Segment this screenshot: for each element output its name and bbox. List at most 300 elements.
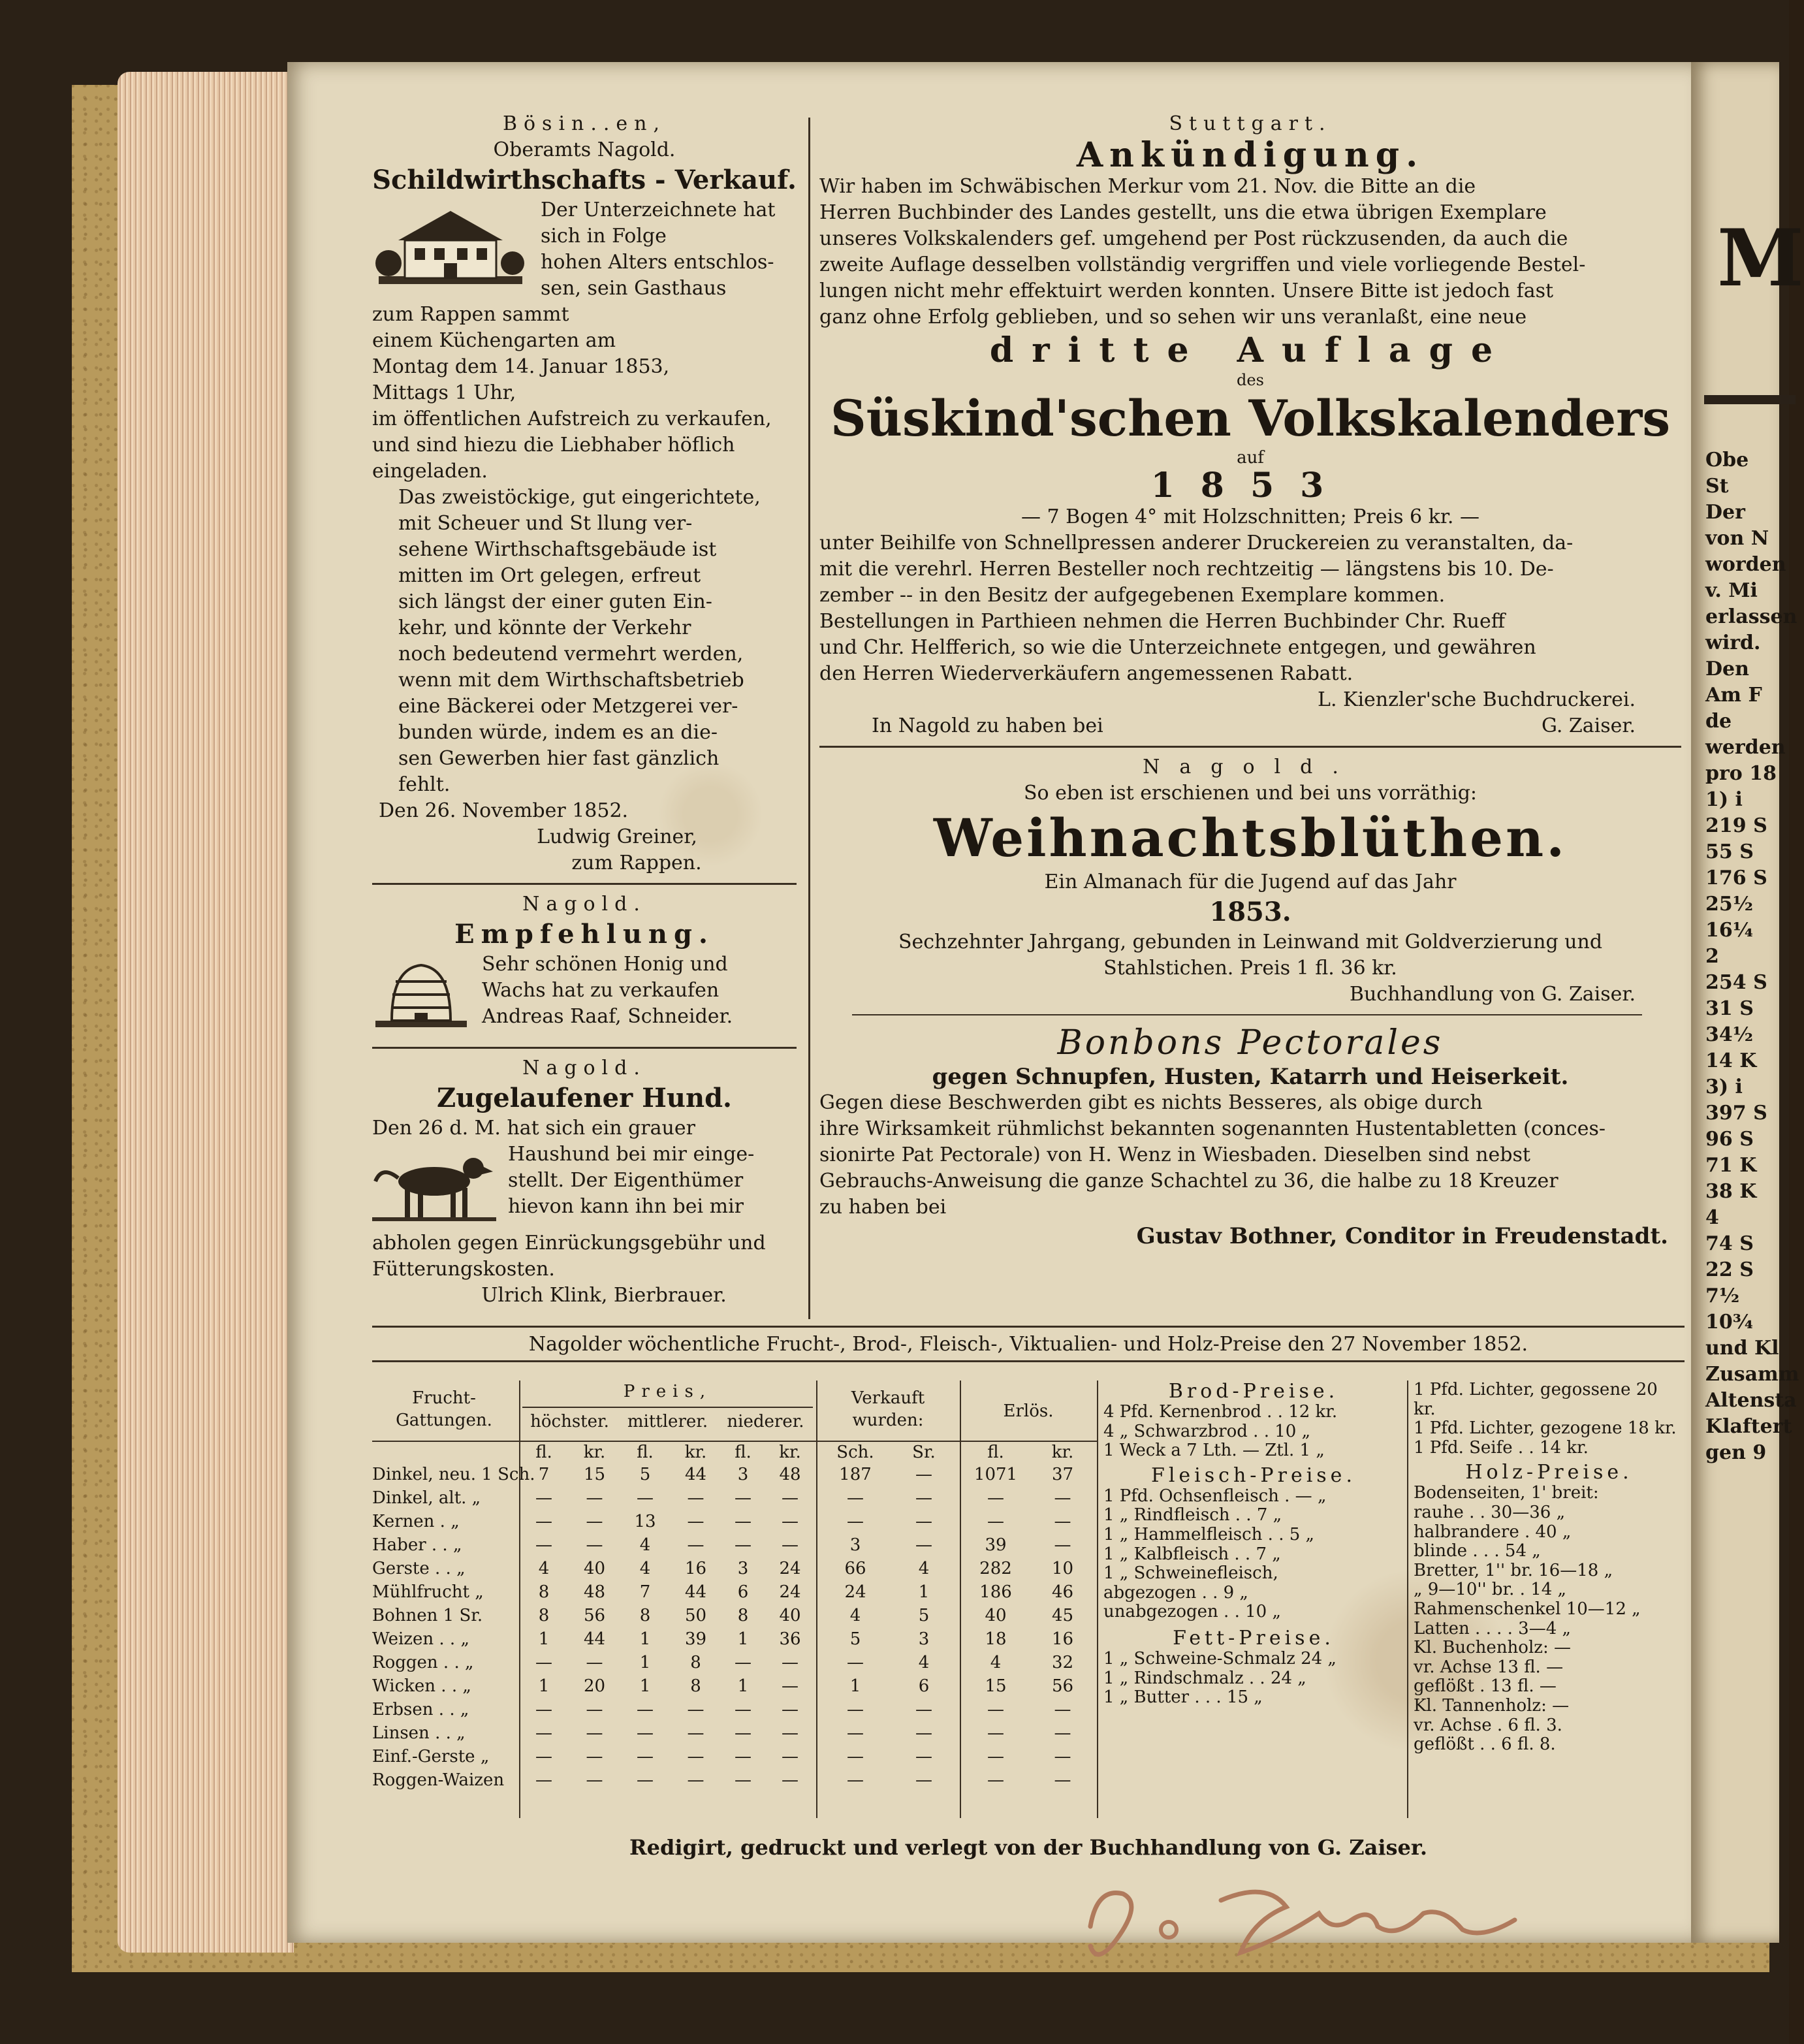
text-line: 31 S <box>1705 997 1754 1020</box>
text-line: Gebrauchs-Anweisung die ganze Schachtel zu 36, die halbe zu 18 Kreuzer <box>819 1170 1559 1192</box>
text-line: 2 <box>1705 945 1719 968</box>
hdr-niederer: niederer. <box>727 1412 804 1431</box>
table-cell: 3 <box>849 1535 861 1555</box>
table-cell: 36 <box>779 1629 801 1649</box>
text-line: 219 S <box>1705 814 1767 837</box>
price-table <box>372 1326 1685 1861</box>
text-line: rauhe . . 30—36 „ <box>1414 1502 1566 1522</box>
ad-signer: Ulrich Klink, Bierbrauer. <box>481 1284 727 1307</box>
text-line: Montag dem 14. Januar 1853, <box>372 355 670 378</box>
text-line: 1 Pfd. Seife . . 14 kr. <box>1414 1437 1589 1458</box>
hdr-erloes: Erlös. <box>1003 1401 1054 1421</box>
text-line: abholen gegen Einrückungsgebühr und <box>372 1232 766 1254</box>
ad-intro: So eben ist erschienen und bei uns vorräthig: <box>1023 782 1478 805</box>
available-text: In Nagold zu haben bei <box>872 714 1103 737</box>
text-line: Wachs hat zu verkaufen <box>482 979 720 1002</box>
brod-title: Brod-Preise. <box>1168 1380 1339 1403</box>
text-line: Der Unterzeichnete hat sich in Folge <box>541 199 776 248</box>
table-cell: 5 <box>918 1606 930 1625</box>
table-cell: 10 <box>1051 1559 1074 1578</box>
unit-label: kr. <box>684 1443 707 1462</box>
lichter-holz <box>1414 1381 1685 1755</box>
row-label: Einf.-Gerste „ <box>372 1747 490 1766</box>
table-cell: — <box>1054 1535 1071 1555</box>
ad-text <box>819 1090 1681 1221</box>
row-label: Roggen . . „ <box>372 1653 474 1672</box>
text-line: 25½ <box>1705 893 1754 916</box>
table-cell: — <box>735 1723 752 1743</box>
table-cell: 16 <box>684 1559 707 1578</box>
text-line: 71 K <box>1705 1154 1757 1177</box>
table-cell: 3 <box>918 1629 930 1649</box>
text-line: mit Scheuer und St llung ver- <box>398 512 693 535</box>
table-cell: — <box>535 1770 552 1790</box>
table-cell: 4 <box>639 1535 651 1555</box>
table-cell: — <box>637 1700 654 1719</box>
table-cell: 24 <box>779 1559 801 1578</box>
ad-text-rest <box>372 1230 797 1283</box>
table-cell: 40 <box>583 1559 606 1578</box>
book-desc-2: Stahlstichen. Preis 1 fl. 36 kr. <box>1103 957 1397 980</box>
text-line: 254 S <box>1705 971 1767 994</box>
ad-text-3 <box>819 609 1681 687</box>
text-line: 1 Pfd. Lichter, gezogene 18 kr. <box>1414 1418 1677 1439</box>
text-line: lungen nicht mehr effektuirt werden konnten. Unsere Bitte ist jedoch fast <box>819 279 1554 302</box>
text-line: vr. Achse . 6 fl. 3. <box>1414 1715 1562 1735</box>
table-row <box>372 1533 1097 1557</box>
table-cell: 8 <box>690 1676 701 1696</box>
table-cell: — <box>735 1770 752 1790</box>
table-cell: — <box>782 1770 799 1790</box>
table-cell: 44 <box>684 1582 707 1602</box>
text-line: den Herren Wiederverkäufern angemessenen Rabatt. <box>819 662 1353 685</box>
table-cell: 56 <box>583 1606 606 1625</box>
table-cell: 24 <box>779 1582 801 1602</box>
table-cell: 18 <box>985 1629 1007 1649</box>
ad-text <box>819 174 1681 330</box>
text-line: zum Rappen sammt <box>372 303 569 326</box>
book-specs: — 7 Bogen 4° mit Holzschnitten; Preis 6 kr. — <box>1021 505 1480 528</box>
ad-title: Bonbons Pectorales <box>1057 1023 1444 1062</box>
table-cell: 8 <box>538 1582 550 1602</box>
background-bottom <box>0 1972 1789 2044</box>
text-line: 96 S <box>1705 1128 1754 1151</box>
hdr-frucht: Frucht-Gattungen. <box>396 1388 492 1430</box>
hdr-verkauft: Verkauft wurden: <box>851 1388 925 1430</box>
text-line: Das zweistöckige, gut eingerichtete, <box>398 486 761 509</box>
text-line: im öffentlichen Aufstreich zu verkaufen, <box>372 407 772 430</box>
table-cell: 66 <box>844 1559 866 1578</box>
table-cell: — <box>586 1770 603 1790</box>
table-cell: 3 <box>737 1465 749 1484</box>
table-cell: 40 <box>985 1606 1007 1625</box>
table-cell: — <box>915 1535 932 1555</box>
text-line: blinde . . . 54 „ <box>1414 1541 1541 1561</box>
text-line: sen Gewerben hier fast gänzlich <box>398 747 720 770</box>
table-cell: 1 <box>639 1653 651 1672</box>
table-cell: 4 <box>990 1653 1002 1672</box>
fleisch-title: Fleisch-Preise. <box>1151 1463 1356 1487</box>
text-line: Am F <box>1705 684 1762 707</box>
table-cell: 6 <box>918 1676 930 1696</box>
row-label: Dinkel, neu. 1 Sch. <box>372 1465 535 1484</box>
text-line: stellt. Der Eigenthümer <box>508 1169 744 1192</box>
row-label: Dinkel, alt. „ <box>372 1488 481 1508</box>
background-left <box>0 0 72 2044</box>
table-cell: 1 <box>918 1582 930 1602</box>
table-cell: — <box>637 1747 654 1766</box>
text-line: 176 S <box>1705 867 1767 889</box>
table-row <box>372 1698 1097 1721</box>
text-line: Kl. Tannenholz: — <box>1414 1695 1570 1716</box>
unit-label: fl. <box>637 1443 654 1462</box>
separator <box>819 746 1681 748</box>
text-line: sionirte Pat Pectorale) von H. Wenz in Wiesbaden. Dieselben sind nebst <box>819 1143 1530 1166</box>
table-row <box>372 1627 1097 1651</box>
table-cell: — <box>586 1700 603 1719</box>
next-page-rule <box>1704 395 1796 404</box>
text-line: und Chr. Helfferich, so wie die Unterzeichnete entgegen, und gewähren <box>819 636 1536 659</box>
text-line: 74 S <box>1705 1232 1754 1255</box>
table-cell: — <box>586 1535 603 1555</box>
text-line: de <box>1705 710 1732 733</box>
text-line: Zusamm <box>1705 1363 1799 1386</box>
table-cell: — <box>535 1700 552 1719</box>
text-line: 1 Pfd. Lichter, gegossene 20 kr. <box>1414 1380 1658 1419</box>
next-page-initial: M <box>1717 212 1804 304</box>
row-label: Erbsen . . „ <box>372 1700 469 1719</box>
text-line: 55 S <box>1705 840 1754 863</box>
table-cell: — <box>915 1488 932 1508</box>
beehive-illustration <box>372 955 470 1036</box>
row-label: Linsen . . „ <box>372 1723 466 1743</box>
table-cell: — <box>687 1770 704 1790</box>
text-line: zember -- in den Besitz der aufgegebenen Exemplare kommen. <box>819 584 1446 607</box>
h-rule <box>522 1407 813 1408</box>
table-cell: 40 <box>779 1606 801 1625</box>
table-cell: — <box>782 1653 799 1672</box>
ad-place: Stuttgart. <box>1169 112 1332 135</box>
unit-label: kr. <box>1051 1443 1074 1462</box>
text-line: wird. <box>1705 631 1761 654</box>
column-divider <box>808 118 810 1319</box>
table-row <box>372 1674 1097 1698</box>
ad-seller: Buchhandlung von G. Zaiser. <box>1349 983 1636 1006</box>
text-line: worden <box>1705 553 1786 576</box>
table-row <box>372 1486 1097 1510</box>
text-line: 4 „ Schwarzbrod . . 10 „ <box>1103 1421 1311 1441</box>
table-row <box>372 1604 1097 1627</box>
text-line: Haushund bei mir einge- <box>508 1143 755 1166</box>
table-cell: — <box>847 1723 864 1743</box>
ad-place: Nagold. <box>522 893 646 916</box>
table-cell: 13 <box>634 1512 656 1531</box>
text-line: zu haben bei <box>819 1196 947 1219</box>
text-line: unabgezogen . . 10 „ <box>1103 1602 1281 1622</box>
table-cell: 39 <box>985 1535 1007 1555</box>
table-cell: 32 <box>1051 1653 1074 1672</box>
table-cell: — <box>535 1747 552 1766</box>
text-line: Rahmenschenkel 10—12 „ <box>1414 1599 1641 1619</box>
table-cell: — <box>987 1747 1004 1766</box>
text-line: sen, sein Gasthaus <box>541 277 727 300</box>
table-cell: 1 <box>639 1676 651 1696</box>
table-cell: — <box>586 1723 603 1743</box>
table-cell: — <box>987 1512 1004 1531</box>
table-cell: — <box>1054 1700 1071 1719</box>
text-line: 4 <box>1705 1206 1719 1229</box>
table-cell: — <box>535 1535 552 1555</box>
table-cell: 37 <box>1051 1465 1074 1484</box>
table-cell: — <box>687 1747 704 1766</box>
text-line: Mittags 1 Uhr, <box>372 381 516 404</box>
text-line: werden <box>1705 736 1786 759</box>
text-line: 1 „ Rindschmalz . . 24 „ <box>1103 1668 1306 1688</box>
unit-label: kr. <box>583 1443 606 1462</box>
table-row <box>372 1510 1097 1533</box>
next-page-fragment <box>1691 62 1804 1943</box>
text-line: und sind hiezu die Liebhaber höflich <box>372 434 735 456</box>
row-label: Haber . . „ <box>372 1535 462 1555</box>
text-line: Herren Buchbinder des Landes gestellt, uns die etwa übrigen Exemplare <box>819 201 1547 224</box>
ad-place: Bösin..en, <box>502 112 667 135</box>
text-line: ganz ohne Erfolg geblieben, und so sehen wir uns veranlaßt, eine neue <box>819 306 1527 328</box>
table-cell: — <box>987 1770 1004 1790</box>
table-cell: — <box>687 1512 704 1531</box>
text-line: hievon kann ihn bei mir <box>508 1195 744 1218</box>
separator <box>852 1014 1642 1015</box>
text-line: 1 „ Hammelfleisch . . 5 „ <box>1103 1524 1315 1544</box>
table-cell: — <box>782 1700 799 1719</box>
table-cell: — <box>915 1770 932 1790</box>
text-line: sich längst der einer guten Ein- <box>398 590 712 613</box>
text-line: 397 S <box>1705 1102 1767 1125</box>
table-title-rule <box>372 1360 1685 1362</box>
table-cell: — <box>1054 1770 1071 1790</box>
text-line: Der <box>1705 501 1745 524</box>
text-line: sehene Wirthschaftsgebäude ist <box>398 538 717 561</box>
table-rows <box>372 1463 1097 1792</box>
table-cell: — <box>586 1488 603 1508</box>
table-cell: — <box>987 1723 1004 1743</box>
text-line: mit die verehrl. Herren Besteller noch rechtzeitig — längstens bis 10. De- <box>819 558 1554 581</box>
ad-sub: gegen Schnupfen, Husten, Katarrh und Heiserkeit. <box>932 1064 1569 1090</box>
v-rule <box>1407 1381 1408 1818</box>
table-cell: — <box>915 1700 932 1719</box>
table-cell: 1 <box>849 1676 861 1696</box>
fett-title: Fett-Preise. <box>1173 1626 1335 1650</box>
book-title: Weihnachtsblüthen. <box>933 807 1568 869</box>
table-cell: 4 <box>538 1559 550 1578</box>
text-line: und Kl <box>1705 1337 1779 1360</box>
unit-label: fl. <box>735 1443 752 1462</box>
text-line: Andreas Raaf, Schneider. <box>482 1005 733 1028</box>
table-cell: 3 <box>737 1559 749 1578</box>
table-cell: 282 <box>979 1559 1012 1578</box>
table-cell: — <box>847 1653 864 1672</box>
text-line: noch bedeutend vermehrt werden, <box>398 643 744 665</box>
table-cell: — <box>735 1488 752 1508</box>
text-line: 3) i <box>1705 1076 1743 1098</box>
text-line: geflößt . 13 fl. — <box>1414 1676 1557 1697</box>
table-cell: 1 <box>639 1629 651 1649</box>
table-cell: 1 <box>538 1676 550 1696</box>
table-cell: — <box>1054 1723 1071 1743</box>
table-cell: 48 <box>779 1465 801 1484</box>
ad-hund <box>372 1055 797 1309</box>
text-line: „ 9—10'' br. . 14 „ <box>1414 1580 1567 1600</box>
row-label: Kernen . „ <box>372 1512 460 1531</box>
table-cell: — <box>847 1747 864 1766</box>
row-label: Bohnen 1 Sr. <box>372 1606 483 1625</box>
text-line: Kl. Buchenholz: — <box>1414 1638 1571 1658</box>
ad-bonbons <box>819 1022 1681 1252</box>
table-cell: — <box>535 1488 552 1508</box>
table-cell: — <box>782 1488 799 1508</box>
left-column <box>372 111 797 1319</box>
text-line: unseres Volkskalenders gef. umgehend per Post rückzusenden, da auch die <box>819 227 1568 250</box>
ad-boesingen <box>372 111 797 876</box>
table-cell: — <box>847 1700 864 1719</box>
table-cell: — <box>1054 1512 1071 1531</box>
table-cell: 15 <box>583 1465 606 1484</box>
separator <box>372 1047 797 1049</box>
text-line: 38 K <box>1705 1180 1757 1203</box>
table-cell: 5 <box>639 1465 651 1484</box>
text-line: eingeladen. <box>372 460 488 483</box>
hdr-preis: Preis, <box>623 1382 712 1401</box>
table-cell: 8 <box>639 1606 651 1625</box>
table-cell: — <box>987 1488 1004 1508</box>
table-cell: 6 <box>737 1582 749 1602</box>
text-line: 4 Pfd. Kernenbrod . . 12 kr. <box>1103 1402 1338 1422</box>
text-line: Wir haben im Schwäbischen Merkur vom 21. Nov. die Bitte an die <box>819 175 1476 198</box>
fett-list <box>1103 1650 1404 1708</box>
ad-text-first: Den 26 d. M. hat sich ein grauer <box>372 1117 695 1140</box>
next-page-text <box>1705 447 1799 1466</box>
text-line: 1 Weck a 7 Lth. — Ztl. 1 „ <box>1103 1441 1325 1461</box>
table-cell: — <box>687 1488 704 1508</box>
table-row <box>372 1768 1097 1792</box>
ad-title: Ankündigung. <box>1076 135 1425 175</box>
ad-district: Oberamts Nagold. <box>493 138 676 161</box>
text-line: ihre Wirksamkeit rühmlichst bekannten sogenannten Hustentabletten (conces- <box>819 1117 1606 1140</box>
table-cell: 44 <box>583 1629 606 1649</box>
table-cell: — <box>735 1535 752 1555</box>
row-label: Wicken . . „ <box>372 1676 471 1696</box>
table-cell: 44 <box>684 1465 707 1484</box>
table-cell: 48 <box>583 1582 606 1602</box>
table-cell: — <box>687 1535 704 1555</box>
text-line: 1 „ Schweine-Schmalz 24 „ <box>1103 1648 1337 1669</box>
ad-place: Nagold. <box>522 1057 646 1079</box>
table-cell: — <box>735 1700 752 1719</box>
text-line: eine Bäckerei oder Metzgerei ver- <box>398 695 738 718</box>
table-cell: 1 <box>737 1629 749 1649</box>
text-line: vr. Achse 13 fl. — <box>1414 1657 1564 1677</box>
table-cell: — <box>847 1512 864 1531</box>
table-cell: 20 <box>583 1676 606 1696</box>
table-cell: 4 <box>849 1606 861 1625</box>
holz-list <box>1414 1484 1685 1754</box>
table-cell: — <box>535 1653 552 1672</box>
table-grid <box>372 1381 1685 1831</box>
brod-fleisch-fett <box>1103 1381 1404 1708</box>
text-line: 1) i <box>1705 788 1743 811</box>
table-cell: 24 <box>844 1582 866 1602</box>
table-cell: — <box>782 1512 799 1531</box>
ad-stuttgart <box>819 111 1681 739</box>
table-cell: 1 <box>538 1629 550 1649</box>
table-cell: — <box>782 1723 799 1743</box>
text-line: einem Küchengarten am <box>372 329 616 352</box>
text-line: bunden würde, indem es an die- <box>398 721 718 744</box>
text-line: abgezogen . . 9 „ <box>1103 1582 1248 1603</box>
table-top-rule <box>372 1326 1685 1328</box>
table-cell: 4 <box>918 1559 930 1578</box>
book-year: 1853 <box>1150 466 1350 505</box>
table-cell: 39 <box>684 1629 707 1649</box>
text-line: 1 „ Rindfleisch . . 7 „ <box>1103 1505 1282 1525</box>
holz-title: Holz-Preise. <box>1465 1461 1633 1484</box>
ad-auf: auf <box>1237 448 1264 468</box>
text-line: 1 „ Butter . . . 15 „ <box>1103 1687 1263 1708</box>
ad-signer-place: zum Rappen. <box>571 852 702 874</box>
table-cell: 4 <box>639 1559 651 1578</box>
house-illustration <box>372 201 529 295</box>
table-cell: — <box>735 1512 752 1531</box>
table-cell: 1 <box>737 1676 749 1696</box>
table-row <box>372 1651 1097 1674</box>
text-line: erlassen <box>1705 605 1797 628</box>
table-row <box>372 1463 1097 1486</box>
unit-label: Sch. <box>836 1443 874 1462</box>
text-line: 1 Pfd. Ochsenfleisch . — „ <box>1103 1486 1327 1506</box>
book-sub: Ein Almanach für die Jugend auf das Jahr <box>1044 870 1457 893</box>
table-cell: — <box>782 1535 799 1555</box>
table-cell: — <box>687 1723 704 1743</box>
row-label: Roggen-Waizen <box>372 1770 505 1790</box>
h-rule <box>372 1441 1097 1442</box>
text-line: kehr, und könnte der Verkehr <box>398 616 691 639</box>
table-row <box>372 1580 1097 1604</box>
table-cell: — <box>586 1512 603 1531</box>
text-line: wenn mit dem Wirthschaftsbetrieb <box>398 669 744 692</box>
table-title: Nagolder wöchentliche Frucht-, Brod-, Fleisch-, Viktualien- und Holz-Preise den 27 November 1852. <box>528 1333 1528 1356</box>
unit-label: fl. <box>535 1443 552 1462</box>
fleisch-list <box>1103 1487 1404 1622</box>
table-cell: — <box>586 1747 603 1766</box>
text-line: mitten im Ort gelegen, erfreut <box>398 564 701 587</box>
handwritten-signature <box>1071 1868 1528 1972</box>
text-line: v. Mi <box>1705 579 1758 602</box>
table-cell: — <box>782 1676 799 1696</box>
table-cell: 8 <box>690 1653 701 1672</box>
text-line: 1 „ Kalbfleisch . . 7 „ <box>1103 1544 1281 1564</box>
text-line: 34½ <box>1705 1023 1754 1046</box>
ad-title: Schildwirthschafts - Verkauf. <box>372 165 797 195</box>
text-line: Den <box>1705 658 1749 680</box>
table-cell: — <box>586 1653 603 1672</box>
text-line: 14 K <box>1705 1049 1757 1072</box>
table-cell: — <box>1054 1488 1071 1508</box>
table-cell: — <box>847 1488 864 1508</box>
table-cell: — <box>687 1700 704 1719</box>
table-cell: — <box>915 1747 932 1766</box>
row-label: Weizen . . „ <box>372 1629 469 1649</box>
ad-body <box>372 485 797 798</box>
hdr-mittlerer: mittlerer. <box>627 1412 708 1431</box>
